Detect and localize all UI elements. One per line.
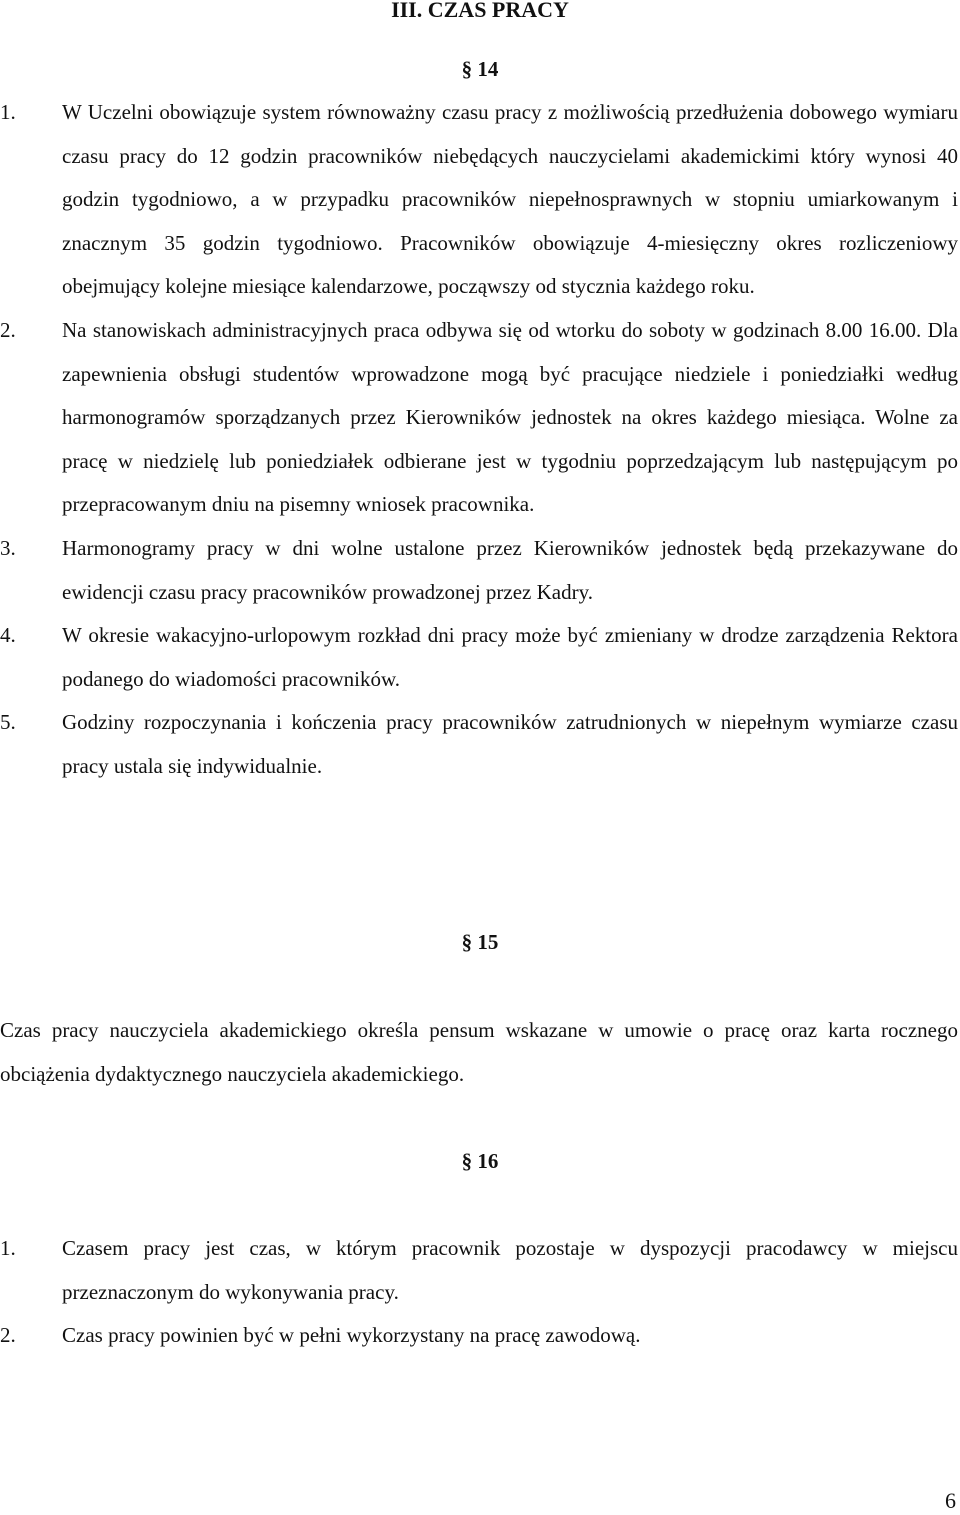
section-14-list: [0, 91, 958, 789]
item-number: 1.: [0, 1236, 16, 1260]
item-number: 2.: [0, 317, 16, 342]
item-text: Na stanowiskach administracyjnych praca odbywa się od wtorku do soboty w godzinach 8.00 16.00. Dla zapewnienia obsługi studentów wprowadzone mogą być pracujące niedziele i poniedziałki według harmonogramów sporządzanych przez Kierowników jednostek na okres każdego miesiąca. Wolne za pracę w niedzielę lub poniedziałek odbierane jest w tygodniu poprzedzającym lub następującym po przepracowanym dniu na pisemny wniosek pracownika.: [62, 317, 958, 517]
section-14-item-1: [0, 91, 958, 309]
section-15-heading: [0, 928, 960, 956]
item-text: W Uczelni obowiązuje system równoważny czasu pracy z możliwością przedłużenia dobowego wymiaru czasu pracy do 12 godzin pracowników niebędących nauczycielami akademickimi który wynosi 40 godzin tygodniowo, a w przypadku pracowników niepełnosprawnych w stopniu umiarkowanym i znacznym 35 godzin tygodniowo. Pracowników obowiązuje 4-miesięczny okres rozliczeniowy obejmujący kolejne miesiące kalendarzowe, począwszy od stycznia każdego roku.: [62, 100, 958, 299]
page-number: 6: [945, 1488, 956, 1513]
section-14-item-3: [0, 527, 958, 614]
item-text: Czasem pracy jest czas, w którym pracownik pozostaje w dyspozycji pracodawcy w miejscu przeznaczonym do wykonywania pracy.: [62, 1236, 958, 1304]
section-14-mark: § 14: [461, 57, 499, 81]
section-15-mark: § 15: [461, 930, 499, 954]
item-number: 4.: [0, 623, 16, 648]
section-14-item-2: [0, 309, 958, 527]
section-14-item-4: [0, 614, 958, 701]
section-16-list: [0, 1227, 958, 1358]
section-16-mark: § 16: [461, 1149, 499, 1173]
item-number: 5.: [0, 710, 16, 735]
item-number: 1.: [0, 100, 16, 124]
section-15-text: Czas pracy nauczyciela akademickiego określa pensum wskazane w umowie o pracę oraz karta rocznego obciążenia dydaktycznego nauczyciela akademickiego.: [0, 1018, 958, 1086]
section-14-item-5: [0, 701, 958, 788]
item-text: Harmonogramy pracy w dni wolne ustalone przez Kierowników jednostek będą przekazywane do ewidencji czasu pracy pracowników prowadzonej przez Kadry.: [62, 535, 958, 604]
section-14-heading: [0, 55, 960, 83]
item-number: 2.: [0, 1323, 16, 1348]
item-number: 3.: [0, 535, 16, 560]
section-16-item-1: [0, 1227, 958, 1314]
section-15-body: [0, 1008, 958, 1096]
item-text: W okresie wakacyjno-urlopowym rozkład dni pracy może być zmieniany w drodze zarządzenia Rektora podanego do wiadomości pracowników.: [62, 623, 958, 691]
item-text: Czas pracy powinien być w pełni wykorzystany na pracę zawodową.: [62, 1323, 641, 1348]
item-text: Godziny rozpoczynania i kończenia pracy pracowników zatrudnionych w niepełnym wymiarze czasu pracy ustala się indywidualnie.: [62, 710, 958, 778]
chapter-heading: III. CZAS PRACY: [391, 0, 569, 22]
section-16-item-2: [0, 1314, 958, 1358]
section-16-heading: [0, 1147, 960, 1175]
